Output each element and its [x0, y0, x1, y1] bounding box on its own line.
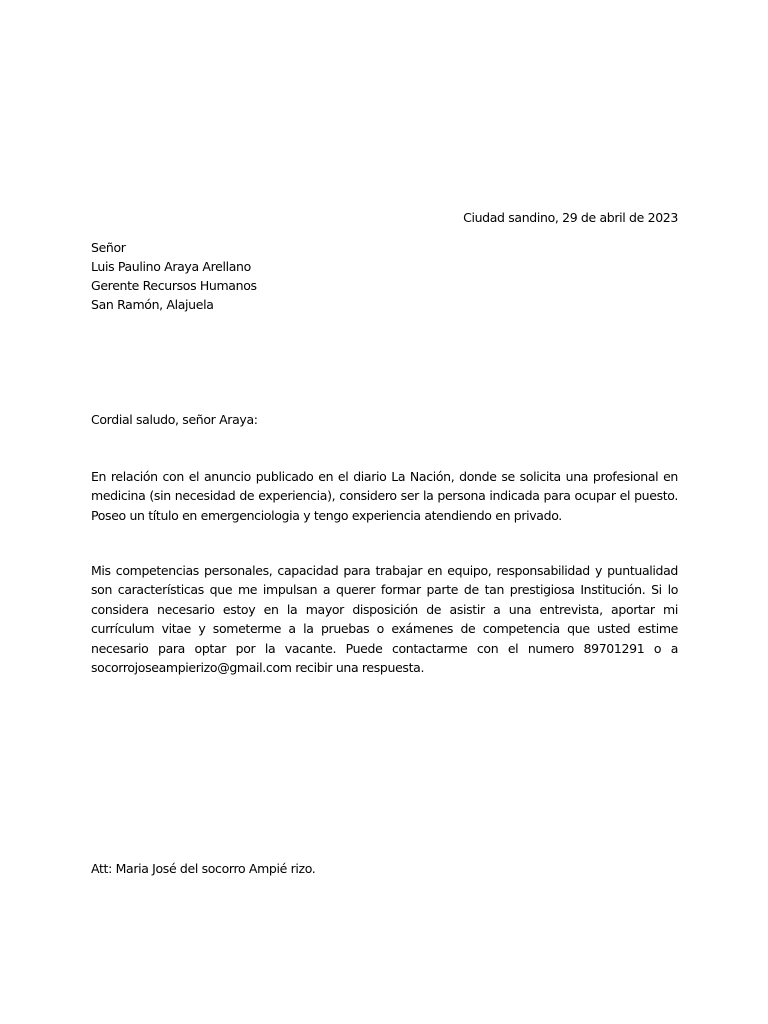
recipient-name: Luis Paulino Araya Arellano — [91, 259, 251, 274]
recipient-salutation: Señor — [91, 240, 126, 255]
body-paragraph-1: En relación con el anuncio publicado en el diario La Nación, donde se solicita una profesional en medicina (sin necesidad de experiencia), considero ser la persona indicada para ocupar el puesto. Poseo un título en emergenciologia y tengo experiencia atendiendo en privado. — [91, 469, 678, 523]
date-line: Ciudad sandino, 29 de abril de 2023 — [463, 210, 678, 225]
greeting: Cordial saludo, señor Araya: — [91, 412, 258, 427]
recipient-title: Gerente Recursos Humanos — [91, 278, 257, 293]
recipient-block — [91, 238, 257, 314]
body-paragraph-2: Mis competencias personales, capacidad para trabajar en equipo, responsabilidad y puntualidad son características que me impulsan a querer formar parte de tan prestigiosa Institución. Si lo considera necesario estoy en la mayor disposición de asistir a una entrevista, aportar mi currículum vitae y someterme a la pruebas o exámenes de competencia que usted estime necesario para optar por la vacante. Puede contactarme con el numero 89701291 o a socorrojoseampierizo@gmail.com recibir una respuesta. — [91, 563, 678, 676]
signature-line: Att: Maria José del socorro Ampié rizo. — [91, 861, 316, 876]
recipient-location: San Ramón, Alajuela — [91, 297, 214, 312]
